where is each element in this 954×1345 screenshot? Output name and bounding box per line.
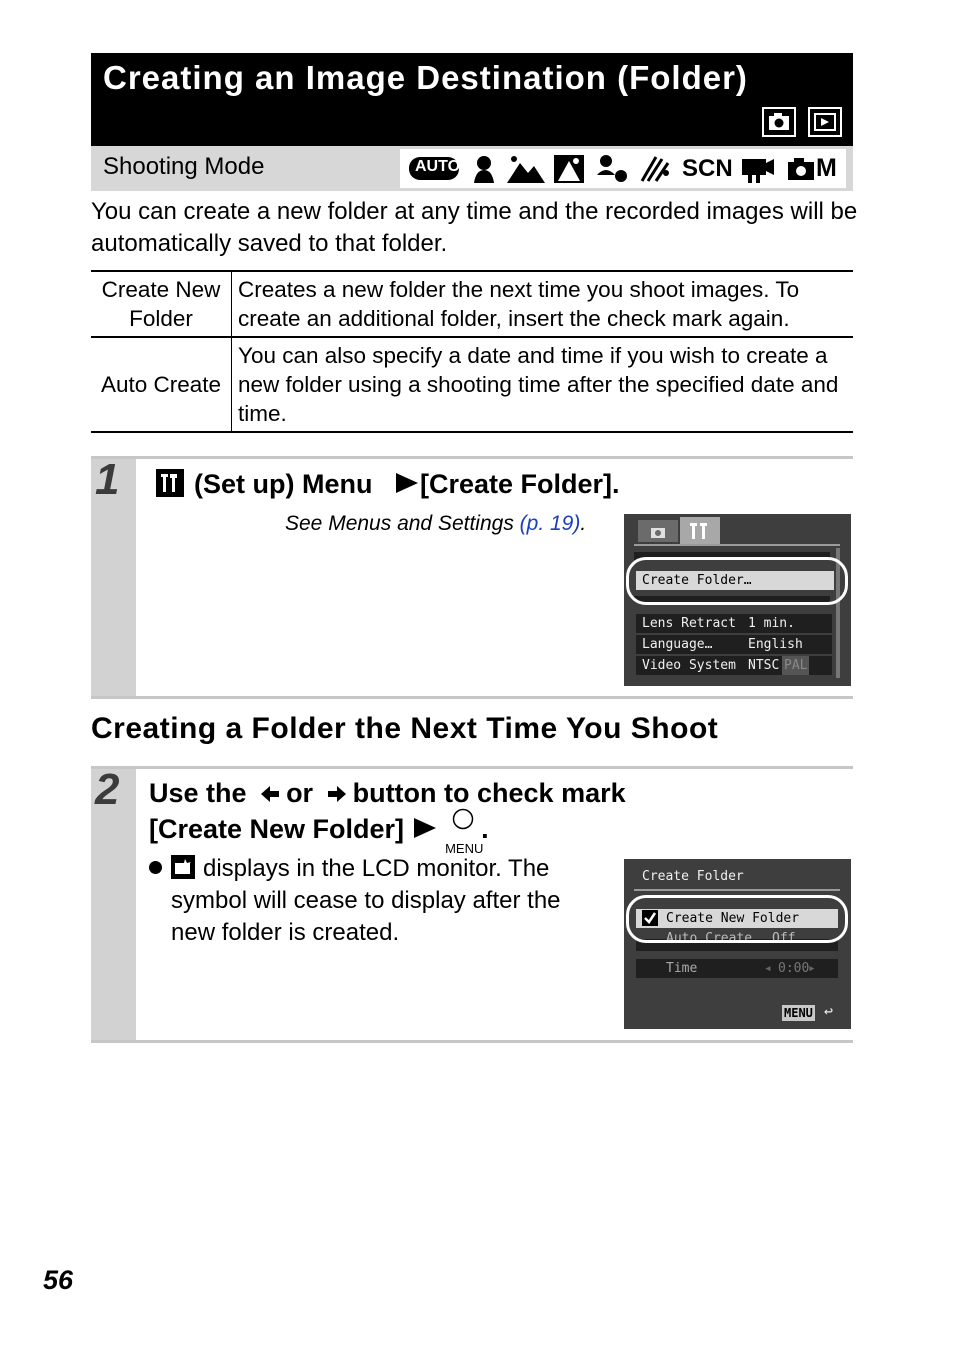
auto-icon: AUTO bbox=[408, 153, 460, 184]
step-2-heading: Use the or button to check mark [Create New Folder] MENU . bbox=[149, 778, 626, 856]
landscape-icon bbox=[506, 153, 546, 184]
option-name: Create New Folder bbox=[91, 271, 232, 337]
highlight-ring bbox=[626, 557, 848, 605]
scn-icon: SCN bbox=[682, 155, 733, 182]
new-folder-icon bbox=[171, 855, 195, 879]
step-sidebar bbox=[91, 455, 136, 696]
playback-icon bbox=[808, 107, 842, 137]
page-link[interactable]: (p. 19) bbox=[519, 512, 581, 535]
option-name: Auto Create bbox=[91, 337, 232, 432]
return-icon: ↩ bbox=[824, 1002, 834, 1020]
menu-button-icon: MENU bbox=[445, 812, 481, 842]
step-number: 2 bbox=[95, 765, 120, 814]
arrow-right-icon bbox=[394, 471, 420, 502]
option-description: Creates a new folder the next time you shoot images. To create an additional folder, insert the check mark again. bbox=[238, 277, 800, 331]
menu-row-language[interactable]: Language… English bbox=[636, 635, 832, 654]
divider bbox=[634, 889, 840, 891]
options-table bbox=[91, 270, 853, 433]
lcd-screen-create-folder bbox=[624, 859, 851, 1029]
menu-row-time[interactable]: Time ◂ 0:00 ▸ bbox=[636, 959, 838, 978]
section-heading: Creating a Folder the Next Time You Shoot bbox=[91, 712, 719, 745]
portrait-icon bbox=[468, 153, 500, 184]
lcd-menu-button[interactable]: MENU bbox=[784, 1006, 813, 1020]
page-number: 56 bbox=[43, 1265, 74, 1295]
arrow-right-icon bbox=[412, 814, 438, 849]
lcd-title: Create Folder bbox=[642, 869, 744, 884]
option-description: You can also specify a date and time if you wish to create a new folder using a shooting time after the specified date and time. bbox=[238, 343, 839, 426]
camera-icon bbox=[762, 107, 796, 137]
menu-row-create-folder[interactable]: Create Folder… bbox=[636, 571, 834, 590]
menu-row-lens-retract[interactable]: Lens Retract 1 min. bbox=[636, 614, 832, 633]
divider bbox=[634, 544, 840, 546]
step-1-reference: See Menus and Settings (p. 19). bbox=[285, 512, 587, 535]
step-2 bbox=[91, 766, 853, 1043]
indoor-icon bbox=[638, 153, 674, 184]
menu-row-auto-create[interactable]: Auto Create Off bbox=[636, 939, 838, 951]
step-sidebar bbox=[91, 765, 136, 1040]
shooting-mode-row bbox=[91, 146, 853, 191]
page-title: Creating an Image Destination (Folder) bbox=[103, 59, 748, 96]
lcd-screen-setup-menu bbox=[624, 514, 851, 686]
intro-text: You can create a new folder at any time and the recorded images will be automatically saved to that folder. bbox=[91, 198, 858, 257]
left-arrow-icon bbox=[260, 777, 280, 812]
manual-icon: M bbox=[786, 153, 842, 184]
step-1 bbox=[91, 456, 853, 699]
right-arrow-icon bbox=[327, 777, 347, 812]
bullet bbox=[149, 861, 162, 874]
menu-row-video-system[interactable]: Video System NTSC PAL bbox=[636, 656, 832, 675]
step-2-body: displays in the LCD monitor. The symbol will cease to display after the new folder is created. bbox=[171, 855, 561, 946]
table-row bbox=[91, 337, 853, 432]
kids-pets-icon bbox=[594, 153, 630, 184]
table-row bbox=[91, 271, 853, 337]
shooting-mode-icons bbox=[400, 149, 846, 188]
menu-row-create-new-folder[interactable]: Create New Folder bbox=[636, 909, 838, 928]
highlight-ring bbox=[626, 895, 848, 943]
night-scene-icon bbox=[552, 153, 586, 184]
setup-menu-icon bbox=[156, 469, 184, 497]
title-bar bbox=[91, 53, 853, 146]
movie-icon bbox=[738, 153, 776, 184]
setup-tab-icon bbox=[680, 517, 720, 544]
step-1-heading: (Set up) Menu [Create Folder]. bbox=[156, 469, 620, 502]
camera-tab-icon bbox=[638, 520, 678, 542]
step-number: 1 bbox=[95, 455, 120, 504]
shooting-mode-label: Shooting Mode bbox=[103, 153, 265, 180]
